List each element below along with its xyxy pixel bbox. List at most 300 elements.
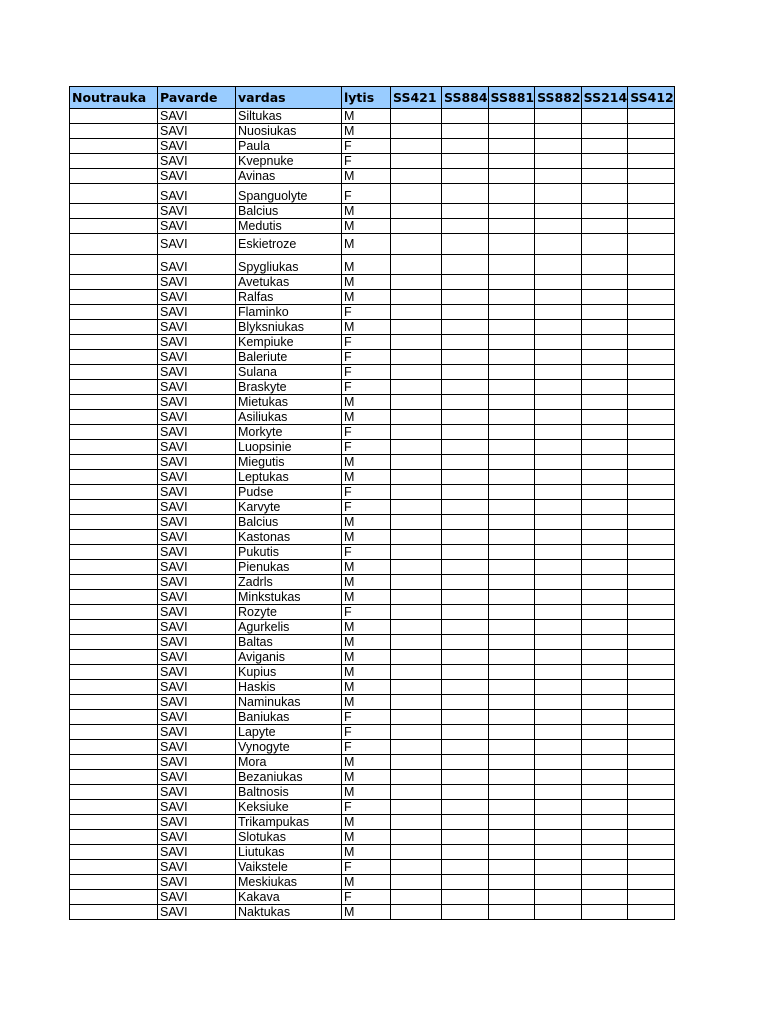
empty-cell[interactable]: [628, 234, 675, 255]
pavarde-cell[interactable]: SAVI: [158, 500, 236, 515]
empty-cell[interactable]: [442, 154, 489, 169]
empty-cell[interactable]: [442, 725, 489, 740]
empty-cell[interactable]: [535, 785, 582, 800]
empty-cell[interactable]: [535, 109, 582, 124]
empty-cell[interactable]: [535, 380, 582, 395]
empty-cell[interactable]: [391, 875, 442, 890]
empty-cell[interactable]: [581, 680, 628, 695]
empty-cell[interactable]: [391, 219, 442, 234]
empty-cell[interactable]: [488, 875, 535, 890]
empty-cell[interactable]: [391, 695, 442, 710]
lytis-cell[interactable]: F: [342, 139, 391, 154]
empty-cell[interactable]: [581, 139, 628, 154]
pavarde-cell[interactable]: SAVI: [158, 770, 236, 785]
empty-cell[interactable]: [581, 710, 628, 725]
noutrauka-cell[interactable]: [70, 290, 158, 305]
empty-cell[interactable]: [628, 169, 675, 184]
lytis-cell[interactable]: M: [342, 290, 391, 305]
lytis-cell[interactable]: M: [342, 455, 391, 470]
noutrauka-cell[interactable]: [70, 395, 158, 410]
empty-cell[interactable]: [442, 575, 489, 590]
empty-cell[interactable]: [488, 380, 535, 395]
noutrauka-cell[interactable]: [70, 830, 158, 845]
empty-cell[interactable]: [391, 845, 442, 860]
empty-cell[interactable]: [581, 905, 628, 920]
empty-cell[interactable]: [488, 785, 535, 800]
empty-cell[interactable]: [628, 665, 675, 680]
noutrauka-cell[interactable]: [70, 605, 158, 620]
empty-cell[interactable]: [391, 109, 442, 124]
empty-cell[interactable]: [391, 680, 442, 695]
noutrauka-cell[interactable]: [70, 740, 158, 755]
empty-cell[interactable]: [535, 680, 582, 695]
noutrauka-cell[interactable]: [70, 410, 158, 425]
empty-cell[interactable]: [391, 830, 442, 845]
empty-cell[interactable]: [628, 219, 675, 234]
empty-cell[interactable]: [628, 860, 675, 875]
vardas-cell[interactable]: Kastonas: [236, 530, 342, 545]
empty-cell[interactable]: [535, 545, 582, 560]
empty-cell[interactable]: [488, 425, 535, 440]
vardas-cell[interactable]: Naminukas: [236, 695, 342, 710]
empty-cell[interactable]: [581, 335, 628, 350]
empty-cell[interactable]: [581, 515, 628, 530]
empty-cell[interactable]: [535, 470, 582, 485]
empty-cell[interactable]: [581, 875, 628, 890]
vardas-cell[interactable]: Kvepnuke: [236, 154, 342, 169]
noutrauka-cell[interactable]: [70, 785, 158, 800]
empty-cell[interactable]: [488, 350, 535, 365]
empty-cell[interactable]: [535, 575, 582, 590]
empty-cell[interactable]: [535, 635, 582, 650]
empty-cell[interactable]: [442, 139, 489, 154]
empty-cell[interactable]: [442, 605, 489, 620]
vardas-cell[interactable]: Baltas: [236, 635, 342, 650]
empty-cell[interactable]: [581, 380, 628, 395]
empty-cell[interactable]: [391, 255, 442, 275]
header-cell[interactable]: vardas: [236, 87, 342, 109]
empty-cell[interactable]: [628, 710, 675, 725]
empty-cell[interactable]: [391, 204, 442, 219]
empty-cell[interactable]: [581, 234, 628, 255]
vardas-cell[interactable]: Pukutis: [236, 545, 342, 560]
lytis-cell[interactable]: F: [342, 545, 391, 560]
empty-cell[interactable]: [628, 470, 675, 485]
empty-cell[interactable]: [488, 890, 535, 905]
vardas-cell[interactable]: Spygliukas: [236, 255, 342, 275]
empty-cell[interactable]: [391, 515, 442, 530]
noutrauka-cell[interactable]: [70, 470, 158, 485]
empty-cell[interactable]: [581, 365, 628, 380]
lytis-cell[interactable]: F: [342, 710, 391, 725]
empty-cell[interactable]: [442, 845, 489, 860]
empty-cell[interactable]: [391, 169, 442, 184]
empty-cell[interactable]: [535, 440, 582, 455]
empty-cell[interactable]: [581, 650, 628, 665]
pavarde-cell[interactable]: SAVI: [158, 740, 236, 755]
empty-cell[interactable]: [581, 500, 628, 515]
pavarde-cell[interactable]: SAVI: [158, 470, 236, 485]
empty-cell[interactable]: [581, 184, 628, 204]
empty-cell[interactable]: [488, 365, 535, 380]
empty-cell[interactable]: [535, 770, 582, 785]
noutrauka-cell[interactable]: [70, 710, 158, 725]
vardas-cell[interactable]: Pienukas: [236, 560, 342, 575]
pavarde-cell[interactable]: SAVI: [158, 860, 236, 875]
empty-cell[interactable]: [628, 184, 675, 204]
empty-cell[interactable]: [535, 725, 582, 740]
empty-cell[interactable]: [442, 635, 489, 650]
header-cell[interactable]: SS412: [628, 87, 675, 109]
empty-cell[interactable]: [442, 184, 489, 204]
empty-cell[interactable]: [442, 410, 489, 425]
pavarde-cell[interactable]: SAVI: [158, 755, 236, 770]
empty-cell[interactable]: [442, 800, 489, 815]
noutrauka-cell[interactable]: [70, 154, 158, 169]
empty-cell[interactable]: [535, 860, 582, 875]
empty-cell[interactable]: [581, 485, 628, 500]
empty-cell[interactable]: [488, 219, 535, 234]
empty-cell[interactable]: [488, 830, 535, 845]
lytis-cell[interactable]: M: [342, 650, 391, 665]
noutrauka-cell[interactable]: [70, 485, 158, 500]
empty-cell[interactable]: [581, 845, 628, 860]
empty-cell[interactable]: [581, 109, 628, 124]
empty-cell[interactable]: [442, 860, 489, 875]
noutrauka-cell[interactable]: [70, 590, 158, 605]
vardas-cell[interactable]: Kakava: [236, 890, 342, 905]
pavarde-cell[interactable]: SAVI: [158, 365, 236, 380]
empty-cell[interactable]: [628, 755, 675, 770]
empty-cell[interactable]: [535, 800, 582, 815]
vardas-cell[interactable]: Miegutis: [236, 455, 342, 470]
lytis-cell[interactable]: F: [342, 860, 391, 875]
lytis-cell[interactable]: M: [342, 234, 391, 255]
empty-cell[interactable]: [581, 590, 628, 605]
vardas-cell[interactable]: Luopsinie: [236, 440, 342, 455]
lytis-cell[interactable]: F: [342, 365, 391, 380]
pavarde-cell[interactable]: SAVI: [158, 815, 236, 830]
noutrauka-cell[interactable]: [70, 635, 158, 650]
noutrauka-cell[interactable]: [70, 139, 158, 154]
pavarde-cell[interactable]: SAVI: [158, 124, 236, 139]
empty-cell[interactable]: [535, 395, 582, 410]
empty-cell[interactable]: [391, 770, 442, 785]
empty-cell[interactable]: [581, 785, 628, 800]
lytis-cell[interactable]: M: [342, 320, 391, 335]
vardas-cell[interactable]: Baniukas: [236, 710, 342, 725]
noutrauka-cell[interactable]: [70, 219, 158, 234]
vardas-cell[interactable]: Haskis: [236, 680, 342, 695]
empty-cell[interactable]: [628, 515, 675, 530]
empty-cell[interactable]: [488, 575, 535, 590]
empty-cell[interactable]: [581, 770, 628, 785]
empty-cell[interactable]: [628, 545, 675, 560]
noutrauka-cell[interactable]: [70, 184, 158, 204]
empty-cell[interactable]: [442, 890, 489, 905]
empty-cell[interactable]: [535, 365, 582, 380]
empty-cell[interactable]: [442, 620, 489, 635]
empty-cell[interactable]: [535, 350, 582, 365]
empty-cell[interactable]: [535, 755, 582, 770]
header-cell[interactable]: SS214: [581, 87, 628, 109]
empty-cell[interactable]: [628, 635, 675, 650]
pavarde-cell[interactable]: SAVI: [158, 875, 236, 890]
empty-cell[interactable]: [391, 485, 442, 500]
empty-cell[interactable]: [488, 234, 535, 255]
header-cell[interactable]: SS884: [442, 87, 489, 109]
empty-cell[interactable]: [391, 335, 442, 350]
noutrauka-cell[interactable]: [70, 905, 158, 920]
vardas-cell[interactable]: Sulana: [236, 365, 342, 380]
empty-cell[interactable]: [628, 139, 675, 154]
empty-cell[interactable]: [535, 830, 582, 845]
empty-cell[interactable]: [628, 725, 675, 740]
empty-cell[interactable]: [442, 455, 489, 470]
empty-cell[interactable]: [442, 275, 489, 290]
empty-cell[interactable]: [581, 255, 628, 275]
pavarde-cell[interactable]: SAVI: [158, 234, 236, 255]
empty-cell[interactable]: [391, 665, 442, 680]
lytis-cell[interactable]: F: [342, 380, 391, 395]
empty-cell[interactable]: [488, 650, 535, 665]
empty-cell[interactable]: [628, 500, 675, 515]
vardas-cell[interactable]: Braskyte: [236, 380, 342, 395]
empty-cell[interactable]: [391, 305, 442, 320]
empty-cell[interactable]: [391, 455, 442, 470]
empty-cell[interactable]: [581, 320, 628, 335]
empty-cell[interactable]: [581, 725, 628, 740]
noutrauka-cell[interactable]: [70, 275, 158, 290]
empty-cell[interactable]: [391, 635, 442, 650]
empty-cell[interactable]: [488, 620, 535, 635]
empty-cell[interactable]: [488, 530, 535, 545]
pavarde-cell[interactable]: SAVI: [158, 515, 236, 530]
empty-cell[interactable]: [581, 605, 628, 620]
empty-cell[interactable]: [628, 425, 675, 440]
empty-cell[interactable]: [391, 470, 442, 485]
pavarde-cell[interactable]: SAVI: [158, 139, 236, 154]
empty-cell[interactable]: [581, 455, 628, 470]
empty-cell[interactable]: [488, 395, 535, 410]
noutrauka-cell[interactable]: [70, 695, 158, 710]
noutrauka-cell[interactable]: [70, 815, 158, 830]
empty-cell[interactable]: [535, 560, 582, 575]
empty-cell[interactable]: [581, 860, 628, 875]
vardas-cell[interactable]: Meskiukas: [236, 875, 342, 890]
noutrauka-cell[interactable]: [70, 575, 158, 590]
pavarde-cell[interactable]: SAVI: [158, 905, 236, 920]
pavarde-cell[interactable]: SAVI: [158, 109, 236, 124]
noutrauka-cell[interactable]: [70, 320, 158, 335]
empty-cell[interactable]: [581, 410, 628, 425]
empty-cell[interactable]: [535, 815, 582, 830]
lytis-cell[interactable]: M: [342, 770, 391, 785]
empty-cell[interactable]: [488, 755, 535, 770]
empty-cell[interactable]: [488, 500, 535, 515]
pavarde-cell[interactable]: SAVI: [158, 800, 236, 815]
empty-cell[interactable]: [535, 605, 582, 620]
header-cell[interactable]: Pavarde: [158, 87, 236, 109]
empty-cell[interactable]: [581, 395, 628, 410]
empty-cell[interactable]: [391, 620, 442, 635]
empty-cell[interactable]: [488, 109, 535, 124]
lytis-cell[interactable]: F: [342, 740, 391, 755]
lytis-cell[interactable]: M: [342, 875, 391, 890]
empty-cell[interactable]: [488, 440, 535, 455]
pavarde-cell[interactable]: SAVI: [158, 410, 236, 425]
noutrauka-cell[interactable]: [70, 350, 158, 365]
vardas-cell[interactable]: Eskietroze: [236, 234, 342, 255]
empty-cell[interactable]: [488, 740, 535, 755]
empty-cell[interactable]: [442, 320, 489, 335]
empty-cell[interactable]: [442, 204, 489, 219]
empty-cell[interactable]: [391, 545, 442, 560]
lytis-cell[interactable]: M: [342, 255, 391, 275]
empty-cell[interactable]: [488, 635, 535, 650]
vardas-cell[interactable]: Liutukas: [236, 845, 342, 860]
empty-cell[interactable]: [628, 380, 675, 395]
empty-cell[interactable]: [488, 275, 535, 290]
pavarde-cell[interactable]: SAVI: [158, 320, 236, 335]
empty-cell[interactable]: [391, 395, 442, 410]
lytis-cell[interactable]: F: [342, 485, 391, 500]
empty-cell[interactable]: [581, 530, 628, 545]
empty-cell[interactable]: [535, 905, 582, 920]
empty-cell[interactable]: [535, 500, 582, 515]
empty-cell[interactable]: [442, 755, 489, 770]
empty-cell[interactable]: [488, 290, 535, 305]
empty-cell[interactable]: [535, 219, 582, 234]
vardas-cell[interactable]: Rozyte: [236, 605, 342, 620]
empty-cell[interactable]: [488, 560, 535, 575]
lytis-cell[interactable]: M: [342, 905, 391, 920]
pavarde-cell[interactable]: SAVI: [158, 219, 236, 234]
pavarde-cell[interactable]: SAVI: [158, 785, 236, 800]
pavarde-cell[interactable]: SAVI: [158, 440, 236, 455]
pavarde-cell[interactable]: SAVI: [158, 455, 236, 470]
noutrauka-cell[interactable]: [70, 305, 158, 320]
empty-cell[interactable]: [628, 890, 675, 905]
lytis-cell[interactable]: M: [342, 515, 391, 530]
empty-cell[interactable]: [442, 590, 489, 605]
pavarde-cell[interactable]: SAVI: [158, 380, 236, 395]
empty-cell[interactable]: [391, 154, 442, 169]
empty-cell[interactable]: [442, 770, 489, 785]
noutrauka-cell[interactable]: [70, 234, 158, 255]
header-cell[interactable]: SS882: [535, 87, 582, 109]
empty-cell[interactable]: [535, 590, 582, 605]
empty-cell[interactable]: [391, 139, 442, 154]
lytis-cell[interactable]: F: [342, 154, 391, 169]
vardas-cell[interactable]: Flaminko: [236, 305, 342, 320]
lytis-cell[interactable]: F: [342, 890, 391, 905]
noutrauka-cell[interactable]: [70, 725, 158, 740]
lytis-cell[interactable]: F: [342, 800, 391, 815]
empty-cell[interactable]: [628, 800, 675, 815]
empty-cell[interactable]: [535, 255, 582, 275]
empty-cell[interactable]: [535, 335, 582, 350]
empty-cell[interactable]: [391, 785, 442, 800]
vardas-cell[interactable]: Mora: [236, 755, 342, 770]
empty-cell[interactable]: [391, 425, 442, 440]
empty-cell[interactable]: [535, 139, 582, 154]
empty-cell[interactable]: [391, 710, 442, 725]
lytis-cell[interactable]: M: [342, 204, 391, 219]
noutrauka-cell[interactable]: [70, 650, 158, 665]
vardas-cell[interactable]: Leptukas: [236, 470, 342, 485]
empty-cell[interactable]: [488, 770, 535, 785]
lytis-cell[interactable]: F: [342, 500, 391, 515]
vardas-cell[interactable]: Avinas: [236, 169, 342, 184]
lytis-cell[interactable]: M: [342, 470, 391, 485]
empty-cell[interactable]: [535, 154, 582, 169]
empty-cell[interactable]: [488, 905, 535, 920]
empty-cell[interactable]: [442, 365, 489, 380]
empty-cell[interactable]: [535, 875, 582, 890]
empty-cell[interactable]: [391, 815, 442, 830]
pavarde-cell[interactable]: SAVI: [158, 575, 236, 590]
empty-cell[interactable]: [628, 620, 675, 635]
empty-cell[interactable]: [628, 680, 675, 695]
empty-cell[interactable]: [391, 234, 442, 255]
empty-cell[interactable]: [628, 305, 675, 320]
empty-cell[interactable]: [581, 204, 628, 219]
vardas-cell[interactable]: Mietukas: [236, 395, 342, 410]
empty-cell[interactable]: [391, 755, 442, 770]
empty-cell[interactable]: [535, 710, 582, 725]
empty-cell[interactable]: [628, 440, 675, 455]
empty-cell[interactable]: [488, 204, 535, 219]
empty-cell[interactable]: [581, 620, 628, 635]
empty-cell[interactable]: [628, 785, 675, 800]
lytis-cell[interactable]: F: [342, 184, 391, 204]
noutrauka-cell[interactable]: [70, 124, 158, 139]
empty-cell[interactable]: [442, 169, 489, 184]
empty-cell[interactable]: [442, 290, 489, 305]
lytis-cell[interactable]: F: [342, 605, 391, 620]
empty-cell[interactable]: [535, 530, 582, 545]
noutrauka-cell[interactable]: [70, 255, 158, 275]
empty-cell[interactable]: [391, 275, 442, 290]
empty-cell[interactable]: [628, 740, 675, 755]
empty-cell[interactable]: [442, 905, 489, 920]
vardas-cell[interactable]: Kempiuke: [236, 335, 342, 350]
empty-cell[interactable]: [581, 290, 628, 305]
empty-cell[interactable]: [628, 275, 675, 290]
empty-cell[interactable]: [628, 350, 675, 365]
lytis-cell[interactable]: M: [342, 635, 391, 650]
header-cell[interactable]: lytis: [342, 87, 391, 109]
vardas-cell[interactable]: Ralfas: [236, 290, 342, 305]
empty-cell[interactable]: [488, 710, 535, 725]
lytis-cell[interactable]: M: [342, 275, 391, 290]
empty-cell[interactable]: [628, 204, 675, 219]
pavarde-cell[interactable]: SAVI: [158, 275, 236, 290]
pavarde-cell[interactable]: SAVI: [158, 650, 236, 665]
empty-cell[interactable]: [488, 725, 535, 740]
empty-cell[interactable]: [535, 650, 582, 665]
vardas-cell[interactable]: Avetukas: [236, 275, 342, 290]
empty-cell[interactable]: [581, 219, 628, 234]
empty-cell[interactable]: [442, 395, 489, 410]
empty-cell[interactable]: [488, 169, 535, 184]
empty-cell[interactable]: [581, 470, 628, 485]
empty-cell[interactable]: [535, 234, 582, 255]
empty-cell[interactable]: [488, 139, 535, 154]
vardas-cell[interactable]: Balcius: [236, 515, 342, 530]
noutrauka-cell[interactable]: [70, 515, 158, 530]
